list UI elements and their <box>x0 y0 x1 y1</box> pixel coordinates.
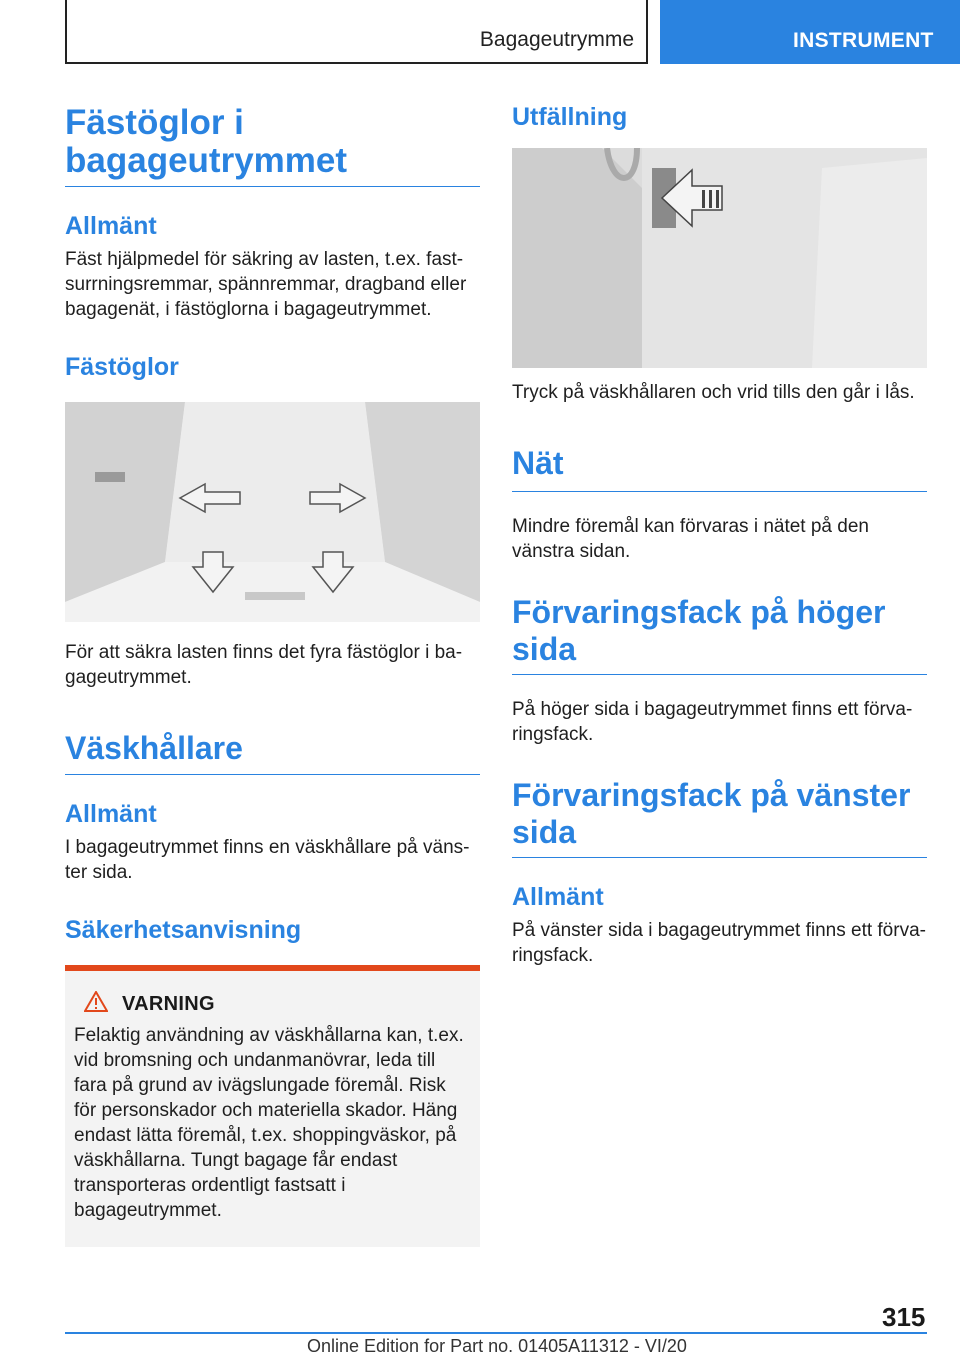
heading-forvaringsfack-vanster: Förvaringsfack på vänster sida <box>512 777 927 858</box>
heading-allmant: Allmänt <box>65 212 157 240</box>
page-number: 315 <box>882 1302 926 1332</box>
paragraph-utfallning: Tryck på väskhållaren och vrid tills den går i lås. <box>512 382 915 403</box>
warning-header <box>74 991 471 1017</box>
paragraph-nat: Mindre föremål kan förvaras i nätet på den vänstra sidan. <box>512 516 869 562</box>
warning-title: VARNING <box>122 992 215 1015</box>
left-column <box>65 104 480 1247</box>
header-chapter-title: INSTRUMENT <box>793 29 934 52</box>
right-column <box>512 102 927 968</box>
heading-nat: Nät <box>512 445 927 492</box>
bag-hook-photo <box>512 148 927 368</box>
warning-box <box>65 965 480 1247</box>
paragraph-allmant: Fäst hjälpmedel för säkring av lasten, t.ex. fastsurrningsremmar, spännremmar, dragband eller bagagenät, i fästöglorna i bagageutrymmet. <box>65 249 467 320</box>
paragraph-allmant-vaskhallare: I bagageutrymmet finns en väskhållare på vänster sida. <box>65 837 470 883</box>
heading-allmant-vaskhallare: Allmänt <box>65 800 157 828</box>
paragraph-forvaringsfack-hoger: På höger sida i bagageutrymmet finns ett förvaringsfack. <box>512 699 913 745</box>
footer-edition-text: Online Edition for Part no. 01405A11312 - VI/20 <box>307 1336 687 1356</box>
warning-triangle-icon <box>84 991 108 1017</box>
header-section-tab <box>65 0 648 64</box>
header-section-title: Bagageutrymme <box>479 28 634 51</box>
heading-fastoglor-i-bagageutrymmet: Fästöglor i bagageutrymmet <box>65 104 480 187</box>
heading-utfallning: Utfällning <box>512 103 628 131</box>
header-chapter-tab <box>660 0 960 64</box>
paragraph-forvaringsfack-vanster: På vänster sida i bagageutrymmet finns ett förvaringsfack. <box>512 920 926 966</box>
paragraph-fastoglor: För att säkra lasten finns det fyra fästöglor i bagageutrymmet. <box>65 642 463 688</box>
heading-vaskhallare: Väskhållare <box>65 730 480 775</box>
heading-allmant-vanster: Allmänt <box>512 883 604 911</box>
trunk-tie-down-photo <box>65 402 480 622</box>
warning-text: Felaktig användning av väskhållarna kan, t.ex. vid bromsning och undanmanövrar, leda till fara på grund av ivägslungade föremål. Risk för personskador och materiella skador. Häng endast lätta föremål, t.ex. shoppingväskor, på väskhållarna. Tungt bagage får endast transporteras ordentligt fastsatt i bagageutrymmet. <box>74 1025 464 1221</box>
footer-divider <box>65 1332 927 1334</box>
heading-forvaringsfack-hoger: Förvaringsfack på höger sida <box>512 594 927 675</box>
heading-sakerhetsanvisning: Säkerhetsanvisning <box>65 916 302 944</box>
heading-fastoglor: Fästöglor <box>65 353 179 381</box>
